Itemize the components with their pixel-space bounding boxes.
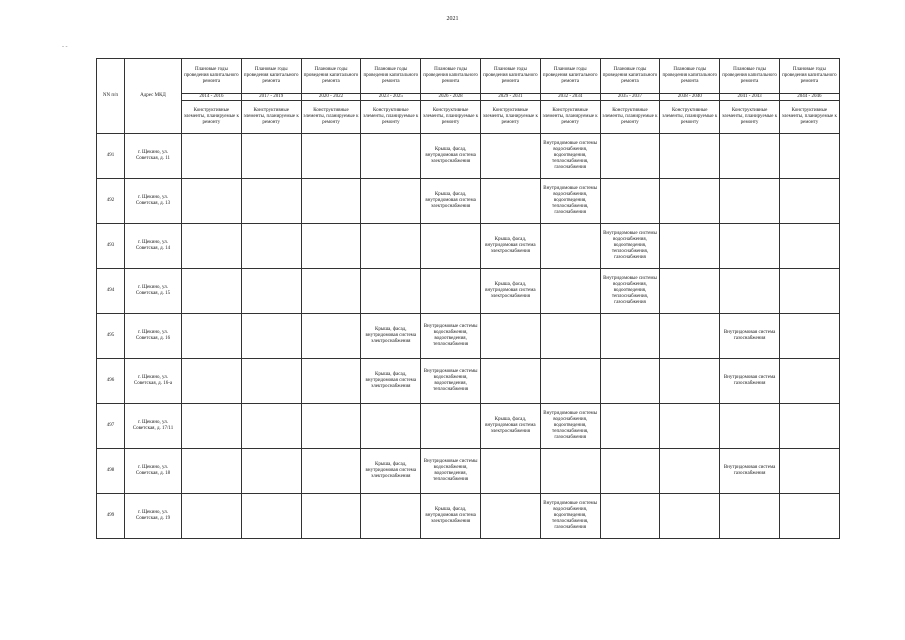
period-cell <box>720 269 780 314</box>
header-elements-title: Конструктивные элементы, планируемые к ремонту <box>182 101 242 134</box>
row-number: 497 <box>97 404 125 449</box>
period-cell <box>361 404 421 449</box>
row-number: 493 <box>97 224 125 269</box>
period-cell: Крыша, фасад, внутридомовая система электроснабжения <box>480 404 540 449</box>
period-cell <box>241 449 301 494</box>
table-row <box>97 494 840 539</box>
period-cell: Внутридомовая система газоснабжения <box>720 314 780 359</box>
period-cell <box>241 179 301 224</box>
period-cell: Внутридомовые системы водоснабжения, водоотведения, теплоснабжения, газоснабжения <box>600 269 660 314</box>
period-cell <box>540 224 600 269</box>
period-cell <box>779 449 839 494</box>
period-cell <box>301 359 361 404</box>
header-period-years: 2041 - 2043 <box>720 94 780 101</box>
period-cell <box>421 404 481 449</box>
period-cell <box>182 314 242 359</box>
row-number: 496 <box>97 359 125 404</box>
header-period-title: Плановые годы проведения капитального ремонта <box>480 59 540 94</box>
period-cell <box>660 359 720 404</box>
period-cell <box>241 359 301 404</box>
period-cell <box>241 224 301 269</box>
period-cell <box>600 449 660 494</box>
period-cell <box>480 179 540 224</box>
row-address: г. Щекино, ул. Советская, д. 16-а <box>125 359 182 404</box>
period-cell <box>182 269 242 314</box>
period-cell: Крыша, фасад, внутридомовая система электроснабжения <box>361 314 421 359</box>
table-row <box>97 134 840 179</box>
scan-artifact: - - <box>62 44 68 50</box>
header-period-years: 2044 - 2046 <box>779 94 839 101</box>
row-number: 499 <box>97 494 125 539</box>
row-address: г. Щекино, ул. Советская, д. 18 <box>125 449 182 494</box>
header-period-title: Плановые годы проведения капитального ремонта <box>361 59 421 94</box>
period-cell <box>301 224 361 269</box>
period-cell: Крыша, фасад, внутридомовая система электроснабжения <box>421 134 481 179</box>
period-cell <box>301 404 361 449</box>
period-cell <box>540 269 600 314</box>
period-cell <box>182 179 242 224</box>
period-cell <box>241 134 301 179</box>
period-cell: Крыша, фасад, внутридомовая система электроснабжения <box>361 359 421 404</box>
period-cell <box>540 449 600 494</box>
header-period-title: Плановые годы проведения капитального ремонта <box>779 59 839 94</box>
period-cell <box>660 179 720 224</box>
period-cell <box>600 494 660 539</box>
header-elements-title: Конструктивные элементы, планируемые к ремонту <box>301 101 361 134</box>
period-cell <box>540 359 600 404</box>
period-cell <box>660 494 720 539</box>
table-body <box>97 134 840 539</box>
header-period-years: 2020 - 2022 <box>301 94 361 101</box>
period-cell <box>480 449 540 494</box>
period-cell <box>182 449 242 494</box>
period-cell <box>182 134 242 179</box>
period-cell <box>421 224 481 269</box>
row-number: 494 <box>97 269 125 314</box>
row-address: г. Щекино, ул. Советская, д. 19 <box>125 494 182 539</box>
row-address: г. Щекино, ул. Советская, д. 14 <box>125 224 182 269</box>
period-cell <box>660 404 720 449</box>
period-cell <box>480 314 540 359</box>
period-cell: Внутридомовые системы водоснабжения, водоотведения, теплоснабжения, газоснабжения <box>600 224 660 269</box>
header-elements-title: Конструктивные элементы, планируемые к ремонту <box>421 101 481 134</box>
period-cell: Крыша, фасад, внутридомовая система электроснабжения <box>361 449 421 494</box>
period-cell <box>361 494 421 539</box>
period-cell <box>660 314 720 359</box>
row-number: 491 <box>97 134 125 179</box>
period-cell <box>480 134 540 179</box>
period-cell <box>600 359 660 404</box>
header-period-title: Плановые годы проведения капитального ремонта <box>241 59 301 94</box>
header-period-title: Плановые годы проведения капитального ремонта <box>540 59 600 94</box>
period-cell: Внутридомовые системы водоснабжения, водоотведения, теплоснабжения, газоснабжения <box>540 179 600 224</box>
period-cell <box>361 179 421 224</box>
period-cell <box>779 224 839 269</box>
period-cell <box>182 359 242 404</box>
header-period-years: 2023 - 2025 <box>361 94 421 101</box>
table-row <box>97 449 840 494</box>
period-cell <box>779 494 839 539</box>
period-cell <box>182 404 242 449</box>
period-cell <box>301 134 361 179</box>
period-cell <box>720 134 780 179</box>
row-number: 495 <box>97 314 125 359</box>
period-cell <box>600 134 660 179</box>
period-cell <box>660 134 720 179</box>
period-cell: Внутридомовая система газоснабжения <box>720 359 780 404</box>
period-cell <box>660 269 720 314</box>
page-number: 2021 <box>446 16 459 22</box>
row-address: г. Щекино, ул. Советская, д. 17/11 <box>125 404 182 449</box>
period-cell <box>779 269 839 314</box>
period-cell <box>182 494 242 539</box>
header-address: Адрес МКД <box>125 59 182 134</box>
header-period-years: 2026 - 2028 <box>421 94 481 101</box>
period-cell <box>720 224 780 269</box>
period-cell <box>720 404 780 449</box>
period-cell <box>600 404 660 449</box>
table-row <box>97 359 840 404</box>
period-cell <box>720 494 780 539</box>
header-period-titles-row <box>97 59 840 94</box>
period-cell: Внутридомовая система газоснабжения <box>720 449 780 494</box>
period-cell: Внутридомовые системы водоснабжения, водоотведения, теплоснабжения <box>421 449 481 494</box>
period-cell <box>779 404 839 449</box>
row-number: 492 <box>97 179 125 224</box>
header-period-years: 2017 - 2019 <box>241 94 301 101</box>
period-cell <box>480 494 540 539</box>
header-elements-title: Конструктивные элементы, планируемые к ремонту <box>241 101 301 134</box>
period-cell: Внутридомовые системы водоснабжения, водоотведения, теплоснабжения <box>421 314 481 359</box>
capital-repair-table <box>96 58 840 539</box>
header-elements-title: Конструктивные элементы, планируемые к ремонту <box>540 101 600 134</box>
period-cell: Крыша, фасад, внутридомовая система электроснабжения <box>421 494 481 539</box>
period-cell <box>779 359 839 404</box>
period-cell <box>241 404 301 449</box>
header-num: NN п/п <box>97 59 125 134</box>
period-cell <box>241 494 301 539</box>
header-elements-title: Конструктивные элементы, планируемые к ремонту <box>480 101 540 134</box>
period-cell: Внутридомовые системы водоснабжения, водоотведения, теплоснабжения <box>421 359 481 404</box>
period-cell <box>660 224 720 269</box>
period-cell <box>660 449 720 494</box>
header-elements-title: Конструктивные элементы, планируемые к ремонту <box>660 101 720 134</box>
row-address: г. Щекино, ул. Советская, д. 16 <box>125 314 182 359</box>
period-cell: Внутридомовые системы водоснабжения, водоотведения, теплоснабжения, газоснабжения <box>540 494 600 539</box>
period-cell <box>182 224 242 269</box>
period-cell <box>779 134 839 179</box>
period-cell <box>301 494 361 539</box>
header-period-title: Плановые годы проведения капитального ремонта <box>301 59 361 94</box>
period-cell <box>480 359 540 404</box>
period-cell <box>600 314 660 359</box>
row-address: г. Щекино, ул. Советская, д. 11 <box>125 134 182 179</box>
header-elements-row <box>97 101 840 134</box>
period-cell <box>301 449 361 494</box>
table-row <box>97 179 840 224</box>
header-elements-title: Конструктивные элементы, планируемые к ремонту <box>720 101 780 134</box>
period-cell: Крыша, фасад, внутридомовая система электроснабжения <box>480 269 540 314</box>
period-cell <box>779 314 839 359</box>
header-period-years: 2014 - 2016 <box>182 94 242 101</box>
period-cell <box>241 269 301 314</box>
row-address: г. Щекино, ул. Советская, д. 15 <box>125 269 182 314</box>
period-cell <box>361 269 421 314</box>
header-period-years: 2029 - 2031 <box>480 94 540 101</box>
period-cell: Внутридомовые системы водоснабжения, водоотведения, теплоснабжения, газоснабжения <box>540 404 600 449</box>
period-cell: Крыша, фасад, внутридомовая система электроснабжения <box>421 179 481 224</box>
header-period-title: Плановые годы проведения капитального ремонта <box>421 59 481 94</box>
period-cell <box>361 134 421 179</box>
header-period-years: 2038 - 2040 <box>660 94 720 101</box>
period-cell <box>600 179 660 224</box>
period-cell <box>540 314 600 359</box>
table-row <box>97 314 840 359</box>
period-cell <box>301 179 361 224</box>
period-cell <box>301 314 361 359</box>
header-period-title: Плановые годы проведения капитального ремонта <box>660 59 720 94</box>
row-number: 498 <box>97 449 125 494</box>
table-row <box>97 404 840 449</box>
header-period-years: 2032 - 2034 <box>540 94 600 101</box>
header-period-title: Плановые годы проведения капитального ремонта <box>720 59 780 94</box>
period-cell <box>241 314 301 359</box>
period-cell <box>361 224 421 269</box>
period-cell <box>421 269 481 314</box>
header-period-title: Плановые годы проведения капитального ремонта <box>182 59 242 94</box>
period-cell: Внутридомовые системы водоснабжения, водоотведения, теплоснабжения, газоснабжения <box>540 134 600 179</box>
period-cell <box>301 269 361 314</box>
row-address: г. Щекино, ул. Советская, д. 13 <box>125 179 182 224</box>
header-elements-title: Конструктивные элементы, планируемые к ремонту <box>779 101 839 134</box>
period-cell <box>779 179 839 224</box>
header-elements-title: Конструктивные элементы, планируемые к ремонту <box>361 101 421 134</box>
header-period-title: Плановые годы проведения капитального ремонта <box>600 59 660 94</box>
header-years-row <box>97 94 840 101</box>
header-period-years: 2035 - 2037 <box>600 94 660 101</box>
period-cell <box>720 179 780 224</box>
header-elements-title: Конструктивные элементы, планируемые к ремонту <box>600 101 660 134</box>
table-row <box>97 269 840 314</box>
period-cell: Крыша, фасад, внутридомовая система электроснабжения <box>480 224 540 269</box>
table-row <box>97 224 840 269</box>
